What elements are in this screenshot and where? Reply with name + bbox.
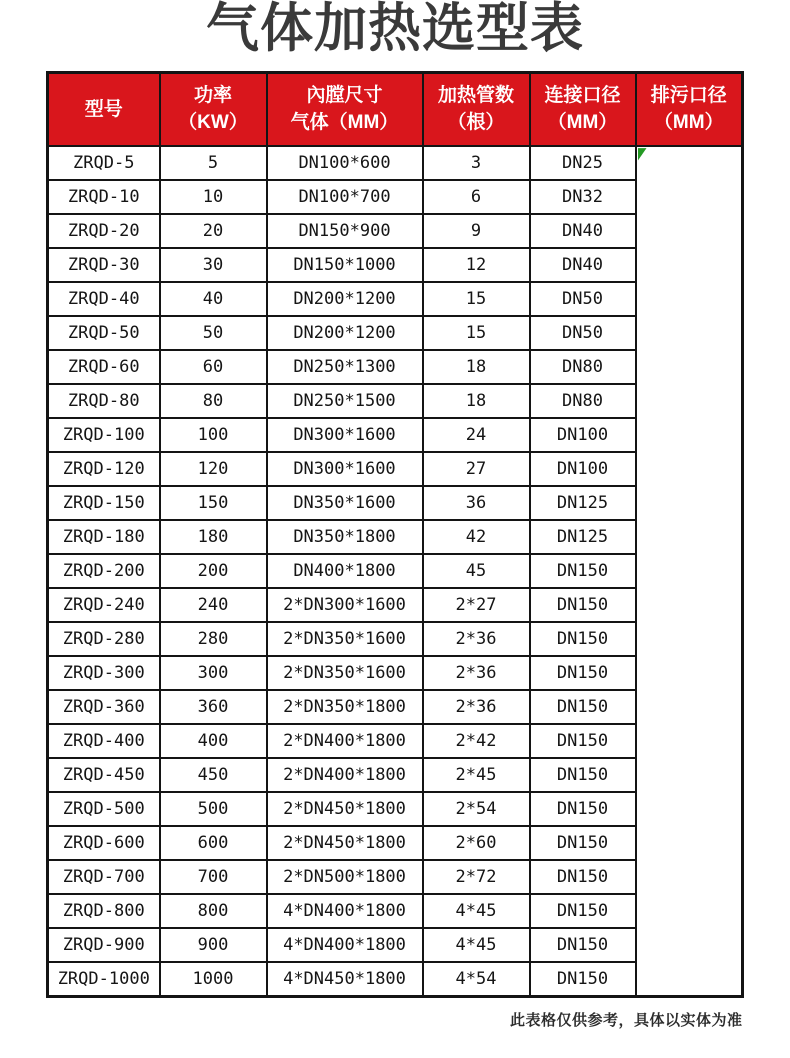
col-header-drain-diameter-line2: （MM） xyxy=(653,111,724,133)
tube-count-cell: 15 xyxy=(423,316,530,350)
col-header-chamber-size xyxy=(267,73,423,147)
table-body xyxy=(48,146,743,997)
connection-diameter-cell: DN80 xyxy=(530,384,636,418)
connection-diameter-cell: DN125 xyxy=(530,520,636,554)
table-row xyxy=(48,146,743,180)
power-cell: 240 xyxy=(160,588,267,622)
connection-diameter-cell: DN150 xyxy=(530,758,636,792)
tube-count-cell: 2*45 xyxy=(423,758,530,792)
model-cell: ZRQD-500 xyxy=(48,792,160,826)
chamber-size-cell: DN250*1300 xyxy=(267,350,423,384)
power-cell: 1000 xyxy=(160,962,267,997)
col-header-power-line1: 功率 xyxy=(193,85,232,107)
power-cell: 400 xyxy=(160,724,267,758)
chamber-size-cell: DN300*1600 xyxy=(267,418,423,452)
connection-diameter-cell: DN150 xyxy=(530,588,636,622)
col-header-power xyxy=(160,73,267,147)
model-cell: ZRQD-600 xyxy=(48,826,160,860)
tube-count-cell: 4*45 xyxy=(423,894,530,928)
power-cell: 150 xyxy=(160,486,267,520)
power-cell: 700 xyxy=(160,860,267,894)
tube-count-cell: 9 xyxy=(423,214,530,248)
model-cell: ZRQD-10 xyxy=(48,180,160,214)
chamber-size-cell: 2*DN350*1600 xyxy=(267,656,423,690)
col-header-drain-diameter-line1: 排污口径 xyxy=(650,85,727,107)
power-cell: 180 xyxy=(160,520,267,554)
chamber-size-cell: DN100*600 xyxy=(267,146,423,180)
power-cell: 10 xyxy=(160,180,267,214)
chamber-size-cell: DN200*1200 xyxy=(267,316,423,350)
chamber-size-cell: DN350*1800 xyxy=(267,520,423,554)
chamber-size-cell: 2*DN300*1600 xyxy=(267,588,423,622)
chamber-size-cell: 2*DN400*1800 xyxy=(267,724,423,758)
connection-diameter-cell: DN25 xyxy=(530,146,636,180)
chamber-size-cell: DN350*1600 xyxy=(267,486,423,520)
model-cell: ZRQD-40 xyxy=(48,282,160,316)
power-cell: 360 xyxy=(160,690,267,724)
chamber-size-cell: 4*DN400*1800 xyxy=(267,928,423,962)
connection-diameter-cell: DN150 xyxy=(530,690,636,724)
power-cell: 900 xyxy=(160,928,267,962)
tube-count-cell: 4*45 xyxy=(423,928,530,962)
power-cell: 800 xyxy=(160,894,267,928)
col-header-power-line2: （KW） xyxy=(178,111,248,133)
power-cell: 40 xyxy=(160,282,267,316)
power-cell: 300 xyxy=(160,656,267,690)
chamber-size-cell: 2*DN350*1800 xyxy=(267,690,423,724)
chamber-size-cell: 2*DN500*1800 xyxy=(267,860,423,894)
green-corner-error-marker-icon xyxy=(638,148,647,161)
tube-count-cell: 2*36 xyxy=(423,690,530,724)
power-cell: 20 xyxy=(160,214,267,248)
col-header-connection-diameter-line2: （MM） xyxy=(547,111,618,133)
tube-count-cell: 36 xyxy=(423,486,530,520)
chamber-size-cell: 2*DN450*1800 xyxy=(267,792,423,826)
tube-count-cell: 2*27 xyxy=(423,588,530,622)
chamber-size-cell: 4*DN450*1800 xyxy=(267,962,423,997)
power-cell: 30 xyxy=(160,248,267,282)
model-cell: ZRQD-150 xyxy=(48,486,160,520)
power-cell: 600 xyxy=(160,826,267,860)
model-cell: ZRQD-900 xyxy=(48,928,160,962)
drain-diameter-merged-cell xyxy=(636,146,743,997)
table-header-row xyxy=(48,73,743,147)
model-cell: ZRQD-30 xyxy=(48,248,160,282)
model-cell: ZRQD-100 xyxy=(48,418,160,452)
connection-diameter-cell: DN150 xyxy=(530,962,636,997)
connection-diameter-cell: DN150 xyxy=(530,724,636,758)
tube-count-cell: 2*36 xyxy=(423,656,530,690)
tube-count-cell: 6 xyxy=(423,180,530,214)
col-header-connection-diameter-line1: 连接口径 xyxy=(544,85,621,107)
chamber-size-cell: 2*DN450*1800 xyxy=(267,826,423,860)
model-cell: ZRQD-1000 xyxy=(48,962,160,997)
power-cell: 500 xyxy=(160,792,267,826)
tube-count-cell: 18 xyxy=(423,384,530,418)
model-cell: ZRQD-300 xyxy=(48,656,160,690)
col-header-drain-diameter xyxy=(636,73,743,147)
tube-count-cell: 2*42 xyxy=(423,724,530,758)
chamber-size-cell: 2*DN350*1600 xyxy=(267,622,423,656)
connection-diameter-cell: DN150 xyxy=(530,622,636,656)
footnote: 此表格仅供参考，具体以实体为准 xyxy=(509,1012,743,1030)
connection-diameter-cell: DN150 xyxy=(530,826,636,860)
tube-count-cell: 45 xyxy=(423,554,530,588)
model-cell: ZRQD-20 xyxy=(48,214,160,248)
power-cell: 200 xyxy=(160,554,267,588)
connection-diameter-cell: DN100 xyxy=(530,418,636,452)
col-header-chamber-size-line1: 內膛尺寸 xyxy=(306,85,383,107)
model-cell: ZRQD-200 xyxy=(48,554,160,588)
tube-count-cell: 15 xyxy=(423,282,530,316)
power-cell: 450 xyxy=(160,758,267,792)
model-cell: ZRQD-280 xyxy=(48,622,160,656)
col-header-connection-diameter xyxy=(530,73,636,147)
connection-diameter-cell: DN150 xyxy=(530,792,636,826)
connection-diameter-cell: DN100 xyxy=(530,452,636,486)
model-cell: ZRQD-360 xyxy=(48,690,160,724)
connection-diameter-cell: DN125 xyxy=(530,486,636,520)
chamber-size-cell: DN100*700 xyxy=(267,180,423,214)
connection-diameter-cell: DN150 xyxy=(530,860,636,894)
col-header-tube-count-line2: （根） xyxy=(447,111,505,133)
connection-diameter-cell: DN40 xyxy=(530,214,636,248)
chamber-size-cell: 2*DN400*1800 xyxy=(267,758,423,792)
chamber-size-cell: DN200*1200 xyxy=(267,282,423,316)
page-title: 气体加热选型表 xyxy=(206,0,584,58)
col-header-chamber-size-line2: 气体（MM） xyxy=(290,111,399,133)
tube-count-cell: 4*54 xyxy=(423,962,530,997)
chamber-size-cell: DN150*1000 xyxy=(267,248,423,282)
connection-diameter-cell: DN80 xyxy=(530,350,636,384)
model-cell: ZRQD-180 xyxy=(48,520,160,554)
connection-diameter-cell: DN50 xyxy=(530,282,636,316)
power-cell: 120 xyxy=(160,452,267,486)
gas-heater-selection-table xyxy=(46,71,744,998)
power-cell: 280 xyxy=(160,622,267,656)
chamber-size-cell: DN300*1600 xyxy=(267,452,423,486)
model-cell: ZRQD-240 xyxy=(48,588,160,622)
model-cell: ZRQD-450 xyxy=(48,758,160,792)
connection-diameter-cell: DN150 xyxy=(530,894,636,928)
tube-count-cell: 24 xyxy=(423,418,530,452)
chamber-size-cell: 4*DN400*1800 xyxy=(267,894,423,928)
power-cell: 60 xyxy=(160,350,267,384)
connection-diameter-cell: DN150 xyxy=(530,554,636,588)
chamber-size-cell: DN150*900 xyxy=(267,214,423,248)
model-cell: ZRQD-80 xyxy=(48,384,160,418)
connection-diameter-cell: DN40 xyxy=(530,248,636,282)
tube-count-cell: 2*54 xyxy=(423,792,530,826)
tube-count-cell: 18 xyxy=(423,350,530,384)
tube-count-cell: 2*60 xyxy=(423,826,530,860)
model-cell: ZRQD-60 xyxy=(48,350,160,384)
connection-diameter-cell: DN50 xyxy=(530,316,636,350)
col-header-tube-count-line1: 加热管数 xyxy=(437,85,514,107)
tube-count-cell: 42 xyxy=(423,520,530,554)
model-cell: ZRQD-700 xyxy=(48,860,160,894)
model-cell: ZRQD-50 xyxy=(48,316,160,350)
model-cell: ZRQD-5 xyxy=(48,146,160,180)
model-cell: ZRQD-400 xyxy=(48,724,160,758)
model-cell: ZRQD-120 xyxy=(48,452,160,486)
connection-diameter-cell: DN32 xyxy=(530,180,636,214)
col-header-model-line1: 型号 xyxy=(84,98,123,120)
tube-count-cell: 27 xyxy=(423,452,530,486)
tube-count-cell: 2*72 xyxy=(423,860,530,894)
power-cell: 100 xyxy=(160,418,267,452)
power-cell: 80 xyxy=(160,384,267,418)
model-cell: ZRQD-800 xyxy=(48,894,160,928)
power-cell: 50 xyxy=(160,316,267,350)
chamber-size-cell: DN250*1500 xyxy=(267,384,423,418)
tube-count-cell: 2*36 xyxy=(423,622,530,656)
tube-count-cell: 12 xyxy=(423,248,530,282)
col-header-tube-count xyxy=(423,73,530,147)
chamber-size-cell: DN400*1800 xyxy=(267,554,423,588)
col-header-model xyxy=(48,73,160,147)
connection-diameter-cell: DN150 xyxy=(530,656,636,690)
connection-diameter-cell: DN150 xyxy=(530,928,636,962)
power-cell: 5 xyxy=(160,146,267,180)
tube-count-cell: 3 xyxy=(423,146,530,180)
